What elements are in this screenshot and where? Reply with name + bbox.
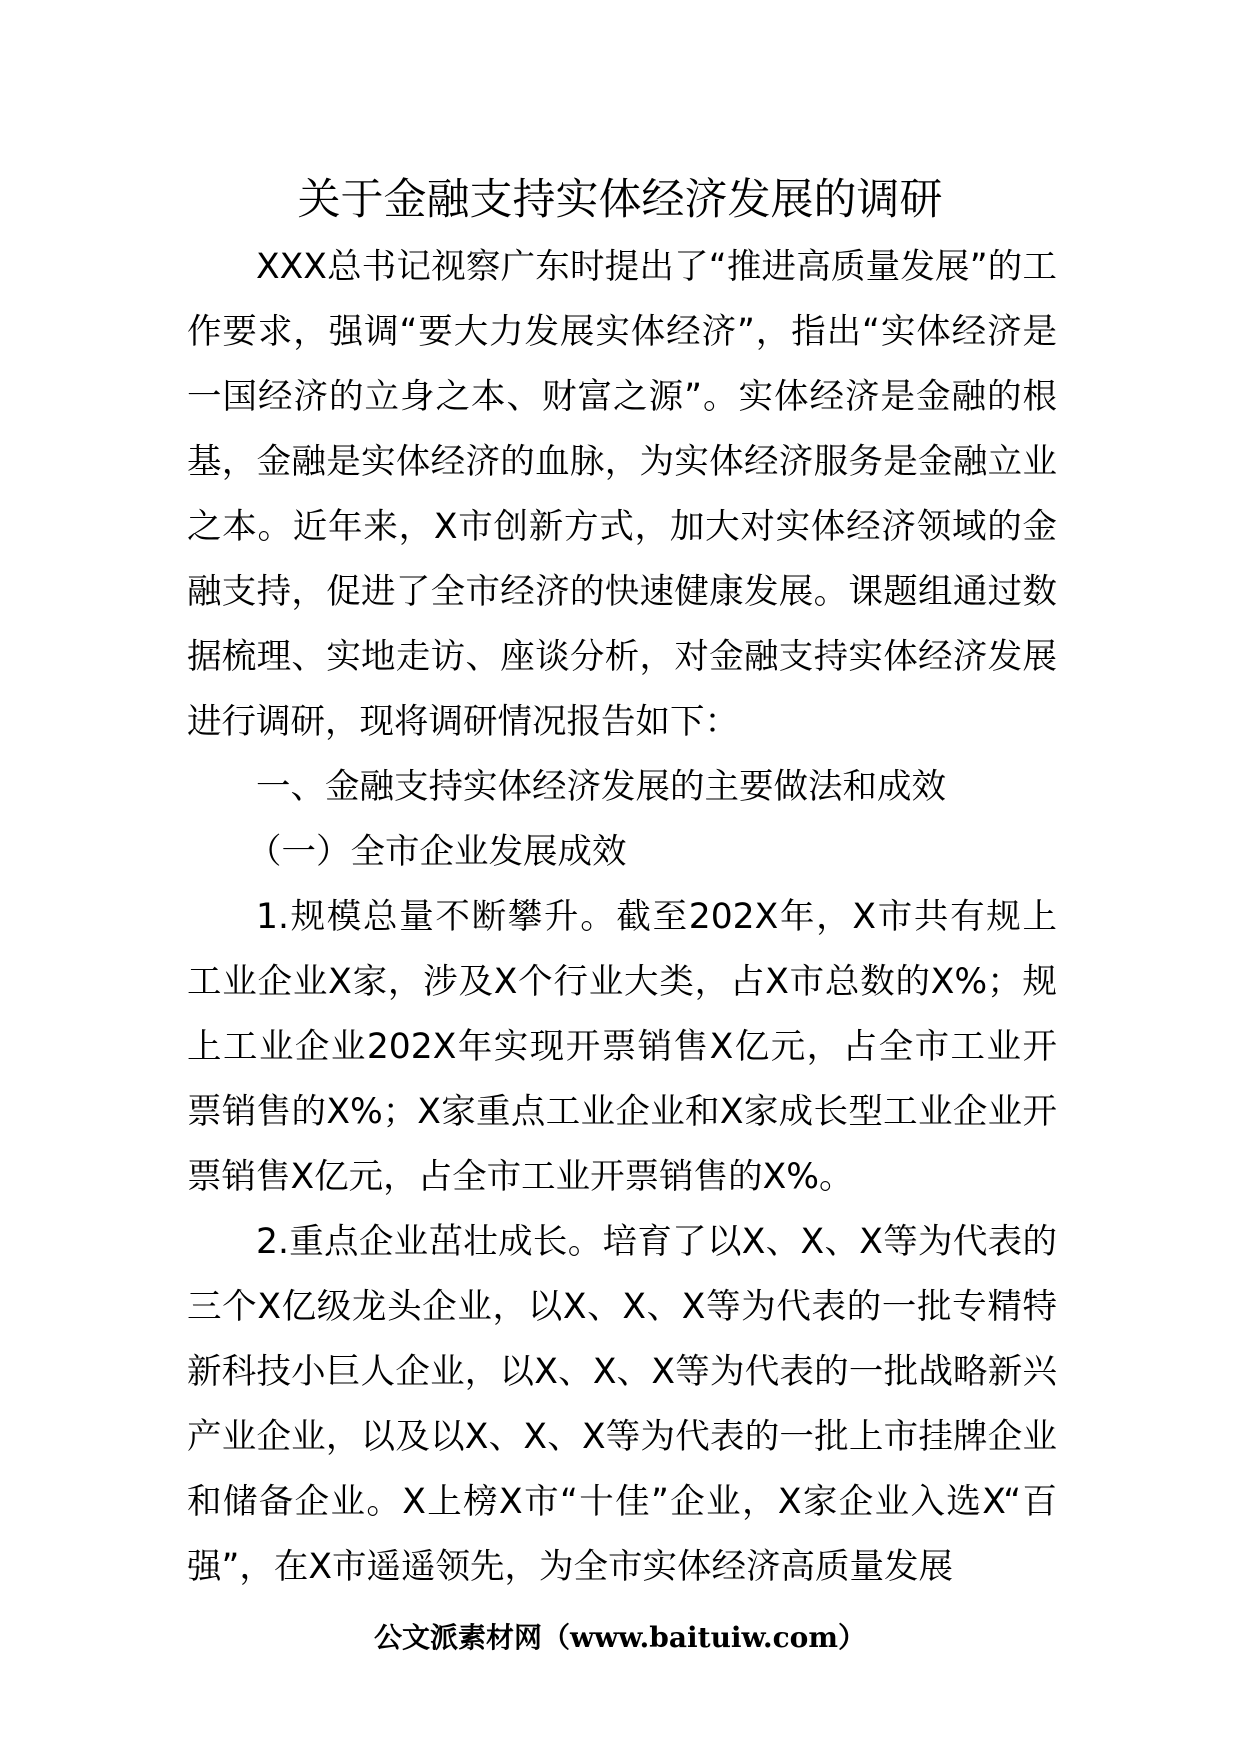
intro-paragraph: XXX总书记视察广东时提出了“推进高质量发展”的工作要求，强调“要大力发展实体经济”，指出“实体经济是一国经济的立身之本、财富之源”。实体经济是金融的根基，金融是实体经济的血脉，为实体经济服务是金融立业之本。近年来，X市创新方式，加大对实体经济领域的金融支持，促进了全市经济的快速健康发展。课题组通过数据梳理、实地走访、座谈分析，对金融支持实体经济发展进行调研，现将调研情况报告如下： (187, 247, 1057, 742)
document-title: 关于金融支持实体经济发展的调研 (297, 175, 943, 225)
subsection-heading: （一）全市企业发展成效 (247, 832, 627, 872)
point-paragraph-2: 2.重点企业茁壮成长。培育了以X、X、X等为代表的三个X亿级龙头企业，以X、X、X等为代表的一批专精特新科技小巨人企业，以X、X、X等为代表的一批战略新兴产业企业，以及以X、X、X等为代表的一批上市挂牌企业和储备企业。X上榜X市“十佳”企业，X家企业入选X“百强”，在X市遥遥领先，为全市实体经济高质量发展 (187, 1222, 1057, 1587)
footer-watermark: 公文派素材网（www.baituiw.com） (374, 1621, 866, 1654)
document-body (187, 235, 1057, 1600)
point-paragraph-1: 1.规模总量不断攀升。截至202X年，X市共有规上工业企业X家，涉及X个行业大类，占X市总数的X%；规上工业企业202X年实现开票销售X亿元，占全市工业开票销售的X%；X家重点工业企业和X家成长型工业企业开票销售X亿元，占全市工业开票销售的X%。 (187, 897, 1057, 1197)
section-heading: 一、金融支持实体经济发展的主要做法和成效 (256, 767, 946, 807)
